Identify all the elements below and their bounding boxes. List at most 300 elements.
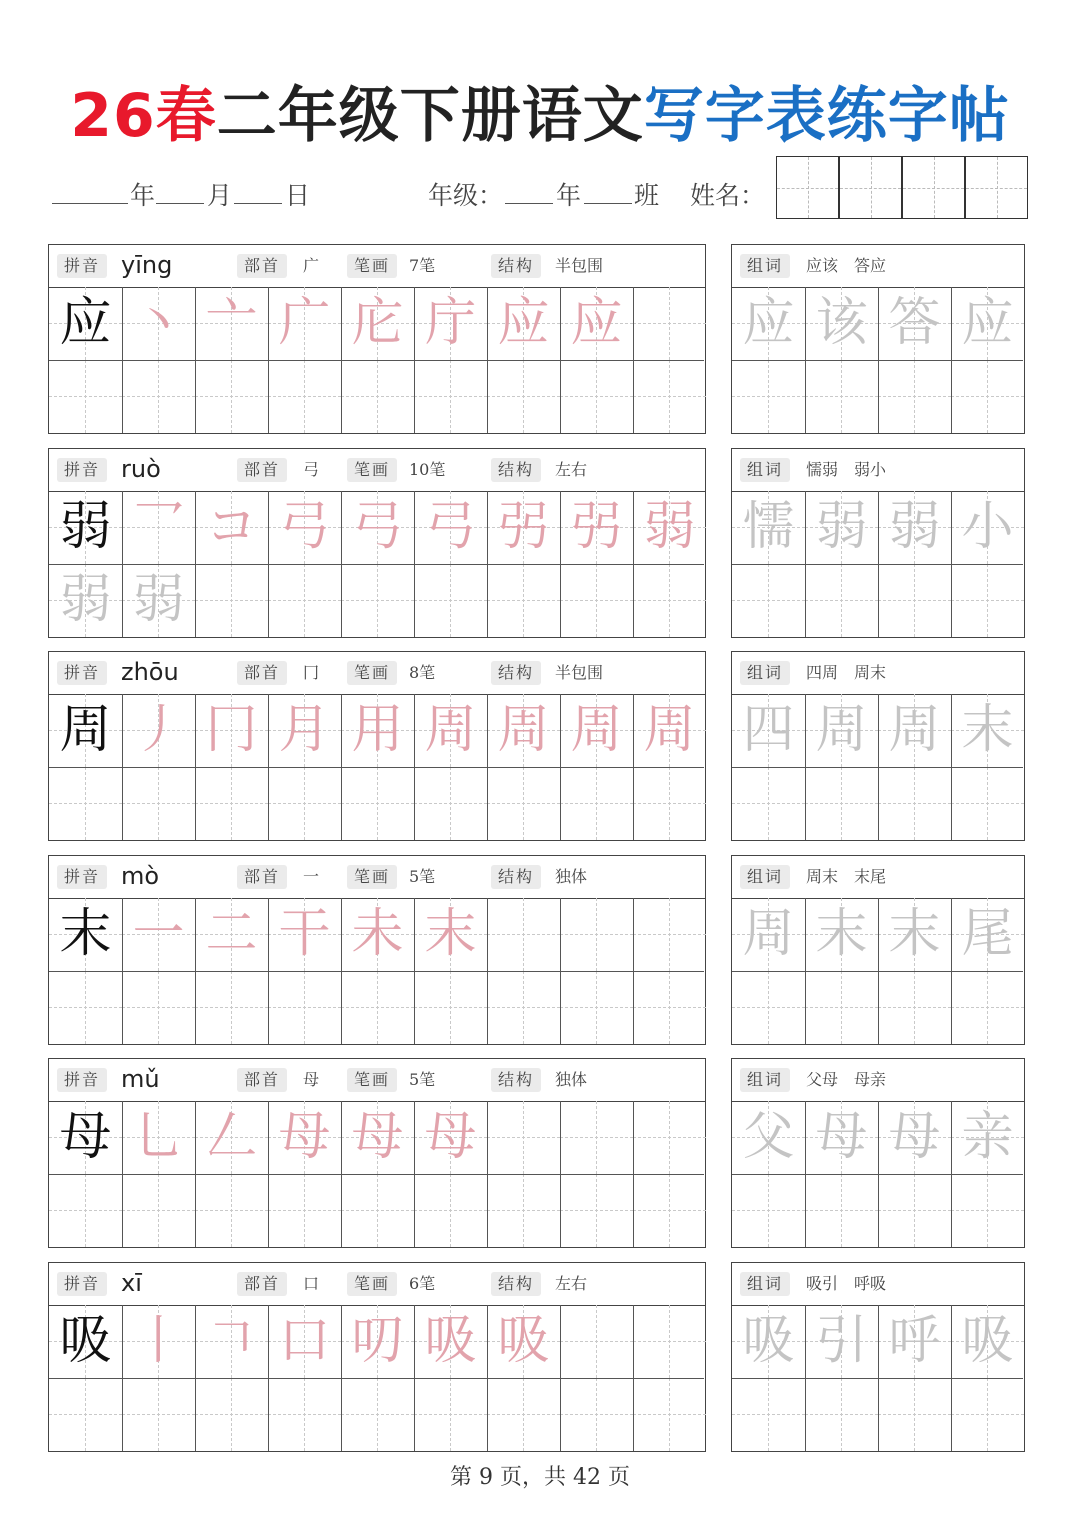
- month-label: 月: [207, 181, 233, 210]
- stroke-step: 母: [351, 1107, 404, 1167]
- guide-horizontal: [560, 1137, 633, 1138]
- practice-cell[interactable]: [560, 360, 633, 433]
- stroke-step: 乚: [132, 1107, 185, 1167]
- practice-cell[interactable]: [49, 767, 122, 840]
- practice-cell[interactable]: [414, 1378, 487, 1451]
- radical-tag: 部首: [237, 1272, 287, 1296]
- year-label: 年: [130, 181, 156, 210]
- word-practice-cell[interactable]: [805, 491, 878, 564]
- word-trace-char: 周: [742, 904, 795, 964]
- practice-cell[interactable]: [633, 287, 706, 360]
- radical-value: 一: [303, 867, 320, 886]
- practice-cell[interactable]: [122, 1305, 195, 1378]
- guide-horizontal: [951, 1007, 1024, 1008]
- practice-cell[interactable]: [195, 1378, 268, 1451]
- word-trace-char: 四: [742, 700, 795, 760]
- practice-cell[interactable]: [122, 360, 195, 433]
- practice-cell[interactable]: [633, 767, 706, 840]
- strokes-tag: 笔画: [347, 458, 397, 482]
- model-char: 末: [59, 904, 112, 964]
- word-practice-cell[interactable]: [732, 564, 805, 637]
- word-practice-cell[interactable]: [878, 491, 951, 564]
- practice-cell[interactable]: [633, 971, 706, 1044]
- practice-cell[interactable]: [414, 1101, 487, 1174]
- practice-cell[interactable]: [268, 971, 341, 1044]
- practice-cell[interactable]: [633, 1305, 706, 1378]
- practice-cell[interactable]: [268, 491, 341, 564]
- practice-cell[interactable]: [560, 1378, 633, 1451]
- practice-cell[interactable]: [341, 1101, 414, 1174]
- word-practice-cell[interactable]: [732, 971, 805, 1044]
- word-practice-cell[interactable]: [805, 1378, 878, 1451]
- word-practice-cell[interactable]: [878, 287, 951, 360]
- word-practice-cell[interactable]: [878, 360, 951, 433]
- model-char-cell[interactable]: [49, 898, 122, 971]
- practice-cell[interactable]: [341, 564, 414, 637]
- model-char-cell[interactable]: [49, 694, 122, 767]
- word-practice-cell[interactable]: [805, 1305, 878, 1378]
- char-panel-1: [48, 448, 706, 638]
- practice-cell[interactable]: [414, 564, 487, 637]
- word-practice-cell[interactable]: [951, 971, 1024, 1044]
- guide-horizontal: [633, 1007, 706, 1008]
- practice-cell[interactable]: [560, 971, 633, 1044]
- practice-cell[interactable]: [49, 971, 122, 1044]
- word-practice-cell[interactable]: [878, 1101, 951, 1174]
- word-practice-cell[interactable]: [951, 767, 1024, 840]
- word-practice-cell[interactable]: [951, 1174, 1024, 1247]
- pinyin-value: mò: [121, 862, 160, 890]
- practice-cell[interactable]: [414, 1305, 487, 1378]
- info-bar: [49, 652, 705, 695]
- practice-cell[interactable]: [341, 971, 414, 1044]
- stroke-step: 𠃋: [205, 1107, 258, 1167]
- name-box-2[interactable]: [839, 156, 902, 219]
- structure-value: 左右: [555, 1274, 588, 1293]
- word-trace-char: 吸: [742, 1311, 795, 1371]
- guide-horizontal: [560, 1414, 633, 1415]
- practice-cell[interactable]: [487, 491, 560, 564]
- practice-cell[interactable]: [268, 1174, 341, 1247]
- practice-cell[interactable]: [414, 491, 487, 564]
- guide-horizontal: [268, 600, 341, 601]
- practice-cell[interactable]: [487, 694, 560, 767]
- practice-cell[interactable]: [122, 1174, 195, 1247]
- practice-cell[interactable]: [487, 1305, 560, 1378]
- guide-horizontal: [414, 1210, 487, 1211]
- strokes-value: 5笔: [409, 867, 436, 886]
- practice-cell[interactable]: [195, 1101, 268, 1174]
- word-practice-cell[interactable]: [951, 694, 1024, 767]
- practice-cell[interactable]: [49, 1378, 122, 1451]
- word-practice-cell[interactable]: [951, 1305, 1024, 1378]
- word-trace-char: 末: [815, 904, 868, 964]
- practice-cell[interactable]: [560, 898, 633, 971]
- practice-cell[interactable]: [49, 1174, 122, 1247]
- words-panel-0: [731, 244, 1025, 434]
- practice-cell[interactable]: [122, 694, 195, 767]
- practice-cell[interactable]: [487, 1101, 560, 1174]
- guide-horizontal: [414, 396, 487, 397]
- guide-horizontal: [633, 1341, 706, 1342]
- class-blank[interactable]: [584, 203, 632, 204]
- practice-cell[interactable]: [122, 767, 195, 840]
- guide-horizontal: [732, 1414, 805, 1415]
- stroke-step: 弓: [351, 497, 404, 557]
- word-practice-cell[interactable]: [951, 898, 1024, 971]
- word-practice-cell[interactable]: [805, 898, 878, 971]
- guide-horizontal: [487, 396, 560, 397]
- practice-cell[interactable]: [122, 491, 195, 564]
- word-practice-cell[interactable]: [732, 360, 805, 433]
- words-value: 应该 答应: [806, 256, 887, 275]
- word-trace-char: 应: [961, 293, 1014, 353]
- word-practice-cell[interactable]: [732, 287, 805, 360]
- practice-cell[interactable]: [560, 1101, 633, 1174]
- strokes-tag: 笔画: [347, 254, 397, 278]
- guide-horizontal: [805, 1414, 878, 1415]
- structure-tag: 结构: [491, 458, 541, 482]
- practice-cell[interactable]: [268, 694, 341, 767]
- practice-cell[interactable]: [268, 360, 341, 433]
- practice-cell[interactable]: [122, 287, 195, 360]
- word-practice-cell[interactable]: [805, 564, 878, 637]
- guide-horizontal: [732, 803, 805, 804]
- guide-horizontal: [878, 1007, 951, 1008]
- practice-cell[interactable]: [633, 360, 706, 433]
- word-practice-cell[interactable]: [732, 694, 805, 767]
- practice-cell[interactable]: [633, 1378, 706, 1451]
- name-box-1[interactable]: [776, 156, 839, 219]
- row-divider: [49, 564, 704, 565]
- word-practice-cell[interactable]: [878, 1378, 951, 1451]
- practice-cell[interactable]: [195, 767, 268, 840]
- char-panel-0: [48, 244, 706, 434]
- guide-horizontal: [805, 396, 878, 397]
- practice-cell[interactable]: [195, 360, 268, 433]
- guide-horizontal: [633, 934, 706, 935]
- guide-horizontal: [633, 1210, 706, 1211]
- word-practice-cell[interactable]: [878, 898, 951, 971]
- word-practice-cell[interactable]: [732, 1101, 805, 1174]
- radical-value: 广: [303, 256, 320, 275]
- stroke-step: コ: [205, 497, 258, 557]
- practice-cell[interactable]: [341, 1378, 414, 1451]
- practice-cell[interactable]: [195, 694, 268, 767]
- practice-cell[interactable]: [414, 360, 487, 433]
- word-trace-char: 弱: [815, 497, 868, 557]
- guide-horizontal: [560, 1007, 633, 1008]
- practice-cell[interactable]: [487, 360, 560, 433]
- word-practice-cell[interactable]: [805, 767, 878, 840]
- word-practice-cell[interactable]: [878, 1305, 951, 1378]
- class-label: 班: [634, 181, 660, 210]
- practice-cell[interactable]: [633, 1174, 706, 1247]
- practice-cell[interactable]: [560, 491, 633, 564]
- practice-cell[interactable]: [487, 287, 560, 360]
- info-bar: [49, 856, 705, 899]
- guide-horizontal: [49, 1007, 122, 1008]
- strokes-tag: 笔画: [347, 865, 397, 889]
- word-trace-char: 亲: [961, 1107, 1014, 1167]
- radical-value: 冂: [303, 663, 320, 682]
- trace-char: 弱: [59, 570, 112, 630]
- structure-value: 半包围: [555, 256, 604, 275]
- word-practice-cell[interactable]: [732, 1305, 805, 1378]
- practice-cell[interactable]: [195, 898, 268, 971]
- title-part-grade: 二年级下册语文: [216, 81, 644, 151]
- practice-cell[interactable]: [195, 287, 268, 360]
- year-blank[interactable]: [52, 203, 128, 204]
- word-practice-cell[interactable]: [732, 1378, 805, 1451]
- practice-cell[interactable]: [487, 564, 560, 637]
- info-bar: [49, 245, 705, 288]
- guide-horizontal: [732, 600, 805, 601]
- practice-cell[interactable]: [633, 1101, 706, 1174]
- guide-horizontal: [878, 1414, 951, 1415]
- name-box-4[interactable]: [965, 156, 1028, 219]
- guide-horizontal: [195, 803, 268, 804]
- stroke-step: 弓: [278, 497, 331, 557]
- practice-cell[interactable]: [414, 287, 487, 360]
- practice-cell[interactable]: [49, 564, 122, 637]
- stroke-step: 丨: [132, 1311, 185, 1371]
- practice-cell[interactable]: [49, 360, 122, 433]
- guide-horizontal: [878, 600, 951, 601]
- grade-blank[interactable]: [505, 203, 553, 204]
- strokes-tag: 笔画: [347, 661, 397, 685]
- practice-cell[interactable]: [341, 694, 414, 767]
- word-trace-char: 父: [742, 1107, 795, 1167]
- pinyin-value: yīng: [121, 251, 173, 279]
- model-char-cell[interactable]: [49, 287, 122, 360]
- practice-cell[interactable]: [341, 360, 414, 433]
- word-practice-cell[interactable]: [732, 767, 805, 840]
- stroke-step: 庁: [424, 293, 477, 353]
- practice-cell[interactable]: [268, 898, 341, 971]
- pinyin-tag: 拼音: [57, 661, 107, 685]
- practice-cell[interactable]: [341, 1174, 414, 1247]
- practice-cell[interactable]: [560, 564, 633, 637]
- model-char-cell[interactable]: [49, 491, 122, 564]
- guide-horizontal: [341, 1210, 414, 1211]
- guide-horizontal: [805, 1210, 878, 1211]
- practice-cell[interactable]: [122, 564, 195, 637]
- word-trace-char: 周: [815, 700, 868, 760]
- practice-cell[interactable]: [341, 767, 414, 840]
- practice-cell[interactable]: [414, 767, 487, 840]
- word-practice-cell[interactable]: [805, 694, 878, 767]
- word-practice-cell[interactable]: [951, 564, 1024, 637]
- practice-cell[interactable]: [633, 491, 706, 564]
- practice-cell[interactable]: [268, 287, 341, 360]
- guide-horizontal: [560, 934, 633, 935]
- practice-cell[interactable]: [560, 287, 633, 360]
- practice-cell[interactable]: [268, 767, 341, 840]
- practice-cell[interactable]: [414, 694, 487, 767]
- words-value: 周末 末尾: [806, 867, 887, 886]
- word-practice-cell[interactable]: [732, 491, 805, 564]
- practice-cell[interactable]: [195, 1305, 268, 1378]
- word-practice-cell[interactable]: [951, 1101, 1024, 1174]
- row-divider: [49, 767, 704, 768]
- word-practice-cell[interactable]: [878, 767, 951, 840]
- word-practice-cell[interactable]: [878, 564, 951, 637]
- word-practice-cell[interactable]: [878, 694, 951, 767]
- pinyin-tag: 拼音: [57, 458, 107, 482]
- word-trace-char: 懦: [742, 497, 795, 557]
- pinyin-value: ruò: [121, 455, 161, 483]
- practice-cell[interactable]: [633, 694, 706, 767]
- strokes-value: 8笔: [409, 663, 436, 682]
- practice-cell[interactable]: [122, 1101, 195, 1174]
- structure-value: 半包围: [555, 663, 604, 682]
- words-bar: [732, 245, 1024, 288]
- practice-cell[interactable]: [341, 1305, 414, 1378]
- practice-cell[interactable]: [560, 767, 633, 840]
- guide-horizontal: [878, 803, 951, 804]
- stroke-step: 叨: [351, 1311, 404, 1371]
- practice-cell[interactable]: [414, 1174, 487, 1247]
- word-practice-cell[interactable]: [805, 971, 878, 1044]
- word-practice-cell[interactable]: [951, 360, 1024, 433]
- pinyin-tag: 拼音: [57, 1272, 107, 1296]
- practice-cell[interactable]: [633, 564, 706, 637]
- word-practice-cell[interactable]: [805, 1101, 878, 1174]
- words-bar: [732, 1263, 1024, 1306]
- words-tag: 组词: [740, 865, 790, 889]
- stroke-step: 未: [351, 904, 404, 964]
- words-panel-1: [731, 448, 1025, 638]
- practice-cell[interactable]: [268, 1305, 341, 1378]
- word-practice-cell[interactable]: [732, 1174, 805, 1247]
- practice-cell[interactable]: [122, 898, 195, 971]
- day-blank[interactable]: [234, 203, 282, 204]
- words-value: 四周 周末: [806, 663, 887, 682]
- practice-cell[interactable]: [268, 1101, 341, 1174]
- practice-cell[interactable]: [122, 1378, 195, 1451]
- word-practice-cell[interactable]: [951, 491, 1024, 564]
- stroke-step: 一: [132, 904, 185, 964]
- structure-tag: 结构: [491, 1068, 541, 1092]
- word-practice-cell[interactable]: [951, 287, 1024, 360]
- word-trace-char: 呼: [888, 1311, 941, 1371]
- stroke-step: 应: [497, 293, 550, 353]
- practice-cell[interactable]: [195, 971, 268, 1044]
- name-box-3[interactable]: [902, 156, 965, 219]
- model-char: 应: [59, 293, 112, 353]
- practice-cell[interactable]: [195, 564, 268, 637]
- model-char: 弱: [59, 497, 112, 557]
- practice-cell[interactable]: [487, 1174, 560, 1247]
- practice-cell[interactable]: [268, 564, 341, 637]
- stroke-step: 末: [424, 904, 477, 964]
- guide-horizontal: [487, 1210, 560, 1211]
- guide-horizontal: [805, 803, 878, 804]
- radical-tag: 部首: [237, 1068, 287, 1092]
- row-divider: [49, 360, 704, 361]
- practice-cell[interactable]: [487, 1378, 560, 1451]
- practice-cell[interactable]: [122, 971, 195, 1044]
- char-panel-3: [48, 855, 706, 1045]
- guide-horizontal: [951, 600, 1024, 601]
- word-trace-char: 应: [742, 293, 795, 353]
- words-bar: [732, 856, 1024, 899]
- structure-tag: 结构: [491, 865, 541, 889]
- month-blank[interactable]: [156, 203, 204, 204]
- guide-horizontal: [414, 1007, 487, 1008]
- guide-horizontal: [487, 1414, 560, 1415]
- practice-cell[interactable]: [414, 971, 487, 1044]
- word-trace-char: 尾: [961, 904, 1014, 964]
- guide-horizontal: [414, 600, 487, 601]
- stroke-step: 周: [497, 700, 550, 760]
- guide-horizontal: [341, 1414, 414, 1415]
- practice-cell[interactable]: [560, 1305, 633, 1378]
- word-trace-char: 末: [888, 904, 941, 964]
- practice-cell[interactable]: [195, 491, 268, 564]
- practice-cell[interactable]: [487, 898, 560, 971]
- guide-horizontal: [195, 1007, 268, 1008]
- guide-horizontal: [951, 1210, 1024, 1211]
- words-tag: 组词: [740, 458, 790, 482]
- practice-cell[interactable]: [560, 1174, 633, 1247]
- practice-cell[interactable]: [560, 694, 633, 767]
- guide-horizontal: [732, 396, 805, 397]
- practice-cell[interactable]: [341, 287, 414, 360]
- word-practice-cell[interactable]: [732, 898, 805, 971]
- practice-cell[interactable]: [633, 898, 706, 971]
- guide-horizontal: [560, 1210, 633, 1211]
- row-divider: [732, 971, 1023, 972]
- word-practice-cell[interactable]: [878, 1174, 951, 1247]
- radical-tag: 部首: [237, 458, 287, 482]
- stroke-step: 口: [278, 1311, 331, 1371]
- word-practice-cell[interactable]: [805, 287, 878, 360]
- word-trace-char: 母: [815, 1107, 868, 1167]
- stroke-step: 丶: [132, 293, 185, 353]
- word-practice-cell[interactable]: [951, 1378, 1024, 1451]
- word-practice-cell[interactable]: [878, 971, 951, 1044]
- practice-cell[interactable]: [487, 767, 560, 840]
- word-practice-cell[interactable]: [805, 1174, 878, 1247]
- words-value: 懦弱 弱小: [806, 460, 887, 479]
- model-char-cell[interactable]: [49, 1305, 122, 1378]
- practice-cell[interactable]: [268, 1378, 341, 1451]
- practice-cell[interactable]: [341, 898, 414, 971]
- words-bar: [732, 1059, 1024, 1102]
- word-trace-char: 引: [815, 1311, 868, 1371]
- practice-cell[interactable]: [195, 1174, 268, 1247]
- guide-horizontal: [560, 1341, 633, 1342]
- strokes-value: 7笔: [409, 256, 436, 275]
- radical-tag: 部首: [237, 865, 287, 889]
- practice-cell[interactable]: [414, 898, 487, 971]
- radical-value: 母: [303, 1070, 320, 1089]
- guide-horizontal: [195, 1210, 268, 1211]
- guide-horizontal: [805, 600, 878, 601]
- stroke-step: 冂: [205, 700, 258, 760]
- model-char-cell[interactable]: [49, 1101, 122, 1174]
- practice-cell[interactable]: [341, 491, 414, 564]
- word-practice-cell[interactable]: [805, 360, 878, 433]
- grade-year-label: 年: [556, 181, 582, 210]
- practice-cell[interactable]: [487, 971, 560, 1044]
- words-value: 父母 母亲: [806, 1070, 887, 1089]
- word-trace-char: 母: [888, 1107, 941, 1167]
- stroke-step: 乛: [132, 497, 185, 557]
- guide-horizontal: [49, 1414, 122, 1415]
